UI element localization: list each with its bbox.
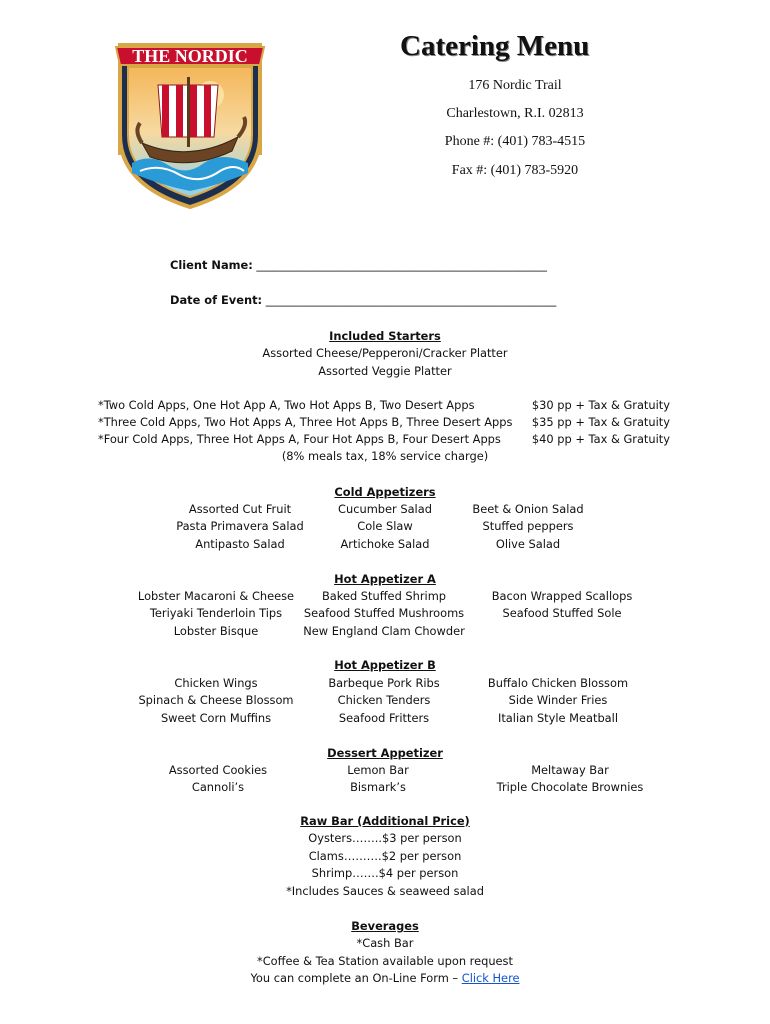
menu-item: Bismark’s (350, 780, 406, 795)
hot-appetizer-a-heading: Hot Appetizer A (334, 572, 436, 586)
menu-item: Italian Style Meatball (497, 710, 618, 725)
package-price: $40 pp + Tax & Gratuity (531, 432, 670, 446)
menu-item: Assorted Cookies (168, 763, 268, 777)
menu-item: Buffalo Chicken Blossom (487, 676, 629, 690)
fax-line: Fax #: (401) 783-5920 (451, 163, 579, 178)
logo-text: THE NORDIC (132, 46, 248, 66)
starter-item: Assorted Cheese/Pepperoni/Cracker Platter (262, 346, 508, 361)
hot-appetizer-b-middle (292, 675, 476, 727)
phone-line: Phone #: (401) 783-4515 (444, 134, 586, 149)
cold-appetizers-right (436, 501, 620, 553)
menu-item: Lemon Bar (347, 763, 409, 777)
event-date-blank[interactable]: ___________________________________________________ (265, 293, 557, 307)
raw-bar-item: Clams……….$2 per person (308, 848, 462, 863)
menu-item: Bacon Wrapped Scallops (491, 589, 633, 603)
hot-appetizer-a-middle (292, 588, 476, 640)
client-name-label: Client Name: (170, 258, 253, 272)
package-option: *Two Cold Apps, One Hot App A, Two Hot Apps B, Two Desert Apps (98, 398, 475, 412)
client-name-field[interactable] (170, 258, 547, 272)
package-option: *Three Cold Apps, Two Hot Apps A, Three Hot Apps B, Three Desert Apps (98, 415, 513, 429)
package-prices (528, 397, 670, 448)
event-date-field[interactable] (170, 293, 556, 307)
menu-item: Cole Slaw (357, 519, 413, 534)
dessert-appetizer-heading: Dessert Appetizer (327, 746, 443, 760)
raw-bar-note: *Includes Sauces & seaweed salad (286, 883, 484, 898)
beverages-heading: Beverages (351, 919, 419, 933)
menu-item: Assorted Cut Fruit (188, 502, 292, 516)
menu-item: Side Winder Fries (508, 693, 608, 708)
package-price: $35 pp + Tax & Gratuity (531, 415, 670, 429)
dessert-left (126, 762, 310, 797)
menu-item: Cucumber Salad (338, 502, 432, 516)
online-form-line (0, 970, 770, 987)
menu-item: Artichoke Salad (340, 536, 430, 551)
client-name-blank[interactable]: ___________________________________________________ (256, 258, 547, 272)
menu-item: Chicken Wings (174, 676, 258, 690)
menu-item: Teriyaki Tenderloin Tips (149, 606, 283, 621)
menu-item: Triple Chocolate Brownies (496, 780, 644, 795)
address-line: 176 Nordic Trail (468, 78, 562, 93)
hot-appetizer-b-left (116, 675, 316, 727)
event-date-label: Date of Event: (170, 293, 263, 307)
menu-item: Chicken Tenders (337, 693, 431, 708)
package-option: *Four Cold Apps, Three Hot Apps A, Four Hot Apps B, Four Desert Apps (98, 432, 501, 446)
city-line: Charlestown, R.I. 02813 (446, 106, 584, 121)
beverage-item: *Coffee & Tea Station available upon request (257, 953, 513, 968)
menu-item: Spinach & Cheese Blossom (138, 693, 294, 708)
menu-item: Sweet Corn Muffins (160, 710, 272, 725)
menu-item: Seafood Fritters (338, 710, 430, 725)
menu-item: Baked Stuffed Shrimp (321, 589, 447, 603)
menu-item: Beet & Onion Salad (472, 502, 584, 516)
beverage-item: *Cash Bar (356, 936, 414, 951)
starter-item: Assorted Veggie Platter (318, 363, 452, 378)
cold-appetizers-heading: Cold Appetizers (334, 485, 436, 499)
menu-item: Olive Salad (495, 536, 561, 551)
nordic-logo (110, 25, 270, 210)
raw-bar-item: Shrimp…….$4 per person (311, 866, 459, 881)
menu-item: Pasta Primavera Salad (176, 519, 304, 534)
tax-note: (8% meals tax, 18% service charge) (281, 449, 489, 463)
beverages-section (0, 918, 770, 988)
menu-item: Barbeque Pork Ribs (328, 676, 440, 690)
menu-item: Stuffed peppers (482, 519, 574, 534)
dessert-middle (286, 762, 470, 797)
package-list (98, 397, 512, 448)
hot-appetizer-a-right (470, 588, 654, 623)
menu-item: New England Clam Chowder (303, 623, 465, 638)
online-form-text: You can complete an On-Line Form – (250, 971, 462, 986)
hot-appetizer-a-left (116, 588, 316, 640)
raw-bar-heading: Raw Bar (Additional Price) (300, 814, 470, 828)
menu-item: Seafood Stuffed Sole (502, 606, 622, 621)
viking-ship-shield-icon (110, 25, 270, 210)
menu-item: Meltaway Bar (531, 763, 609, 777)
menu-item: Seafood Stuffed Mushrooms (303, 606, 465, 621)
hot-appetizer-b-heading: Hot Appetizer B (334, 658, 436, 672)
menu-item: Lobster Macaroni & Cheese (137, 589, 295, 603)
dessert-right (470, 762, 670, 797)
page-title: Catering Menu (400, 30, 590, 62)
hot-appetizer-b-right (466, 675, 650, 727)
click-here-link[interactable]: Click Here (461, 971, 520, 986)
menu-item: Lobster Bisque (173, 623, 259, 638)
raw-bar-section (0, 813, 770, 900)
package-price: $30 pp + Tax & Gratuity (531, 398, 670, 412)
menu-item: Cannoli’s (191, 780, 245, 795)
included-starters (0, 328, 770, 380)
menu-item: Antipasto Salad (195, 536, 285, 551)
raw-bar-item: Oysters……..$3 per person (308, 831, 462, 846)
section-heading: Included Starters (329, 329, 441, 343)
